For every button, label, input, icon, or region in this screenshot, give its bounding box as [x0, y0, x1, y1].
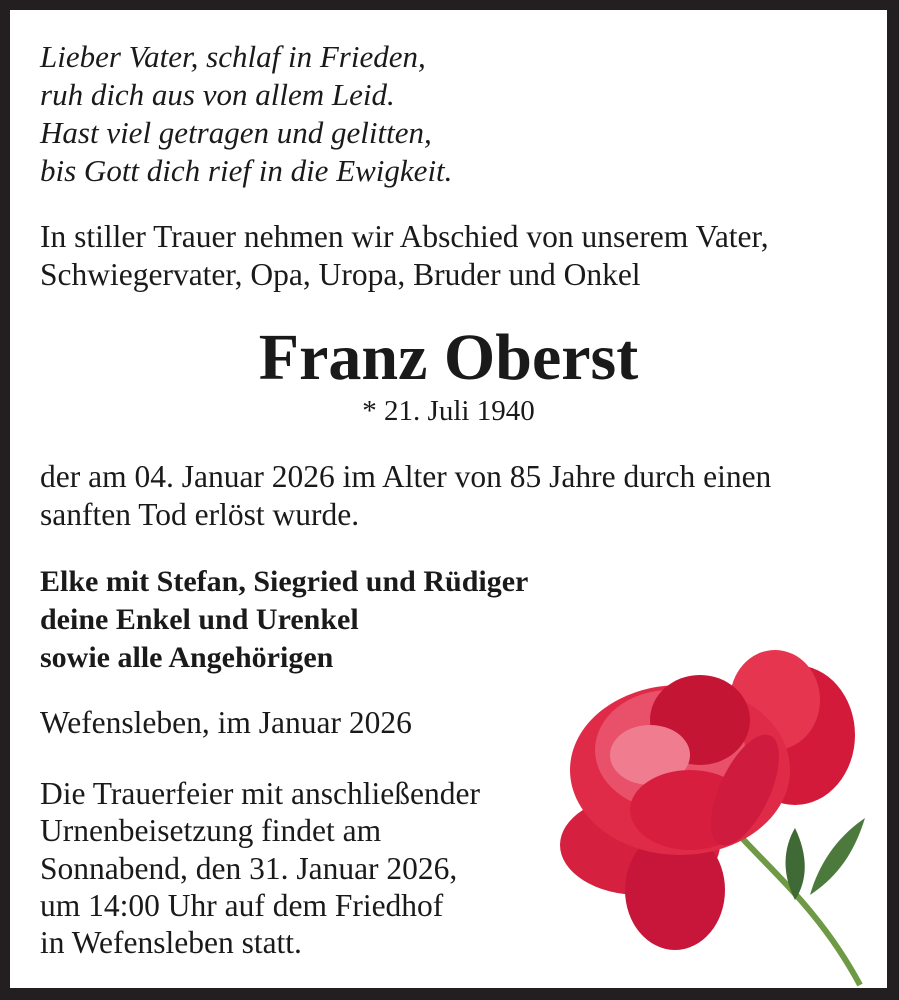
- poem-line: ruh dich aus von allem Leid.: [40, 77, 395, 112]
- funeral-line: Die Trauerfeier mit anschließender: [40, 776, 480, 811]
- funeral-line: in Wefensleben statt.: [40, 925, 302, 961]
- mourner-line: Elke mit Stefan, Siegried und Rüdiger: [40, 565, 529, 598]
- death-text: [40, 458, 771, 534]
- funeral-line: Sonnabend, den 31. Januar 2026,: [40, 850, 458, 886]
- intro-text: [40, 218, 769, 294]
- poem-line: Lieber Vater, schlaf in Frieden,: [40, 39, 426, 74]
- leaf: [810, 818, 865, 895]
- birth-date: * 21. Juli 1940: [362, 395, 535, 427]
- death-line: sanften Tod erlöst wurde.: [40, 497, 360, 532]
- mourners: [40, 563, 528, 677]
- funeral-line: Urnenbeisetzung findet am: [40, 813, 382, 849]
- death-line: der am 04. Januar 2026 im Alter von 85 Jahre durch einen: [40, 459, 772, 494]
- poem-line: Hast viel getragen und gelitten,: [40, 115, 432, 150]
- obituary-notice: [10, 10, 887, 988]
- peony-flower-image: [540, 640, 887, 988]
- mourner-line: deine Enkel und Urenkel: [40, 603, 359, 636]
- poem-line: bis Gott dich rief in die Ewigkeit.: [40, 153, 453, 188]
- intro-line: In stiller Trauer nehmen wir Abschied von unserem Vater,: [40, 219, 769, 254]
- intro-line: Schwiegervater, Opa, Uropa, Bruder und Onkel: [40, 257, 641, 292]
- deceased-name: Franz Oberst: [258, 321, 639, 394]
- mourner-line: sowie alle Angehörigen: [40, 641, 334, 674]
- funeral-line: um 14:00 Uhr auf dem Friedhof: [40, 887, 444, 923]
- poem: [40, 38, 452, 190]
- funeral-info: [40, 775, 480, 961]
- place-date: Wefensleben, im Januar 2026: [40, 705, 412, 740]
